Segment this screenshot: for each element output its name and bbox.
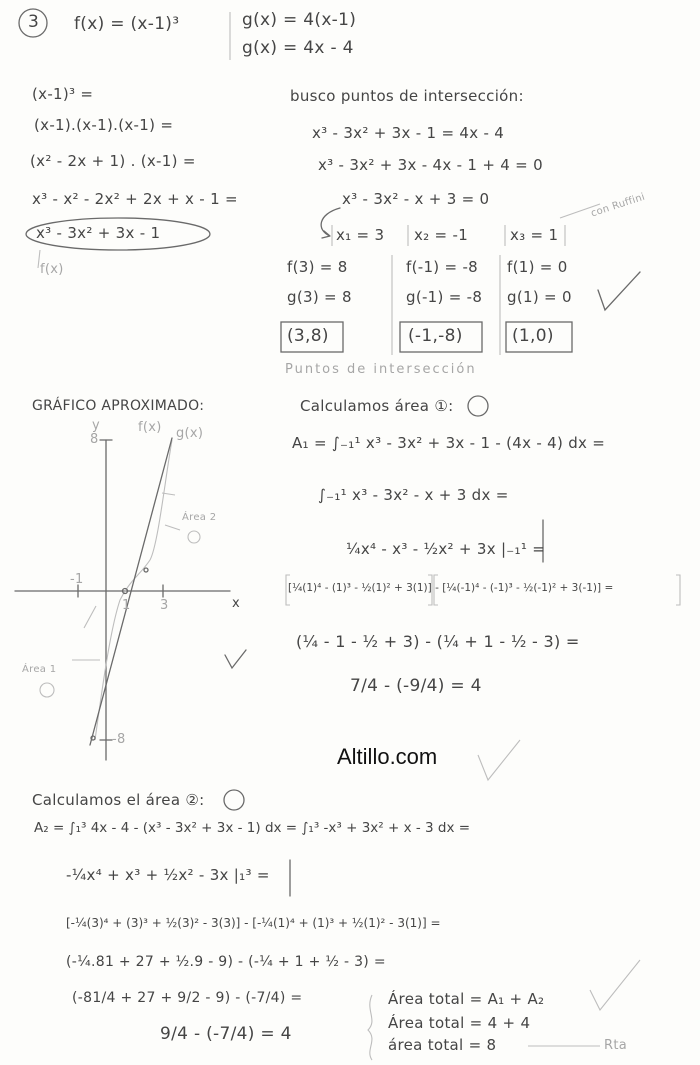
g-value: g(1) = 0	[507, 288, 572, 306]
expansion-line: (x-1).(x-1).(x-1) =	[34, 116, 174, 134]
area1-line: ¼x⁴ - x³ - ½x² + 3x |₋₁¹ =	[346, 540, 546, 558]
intersection-equation: x³ - 3x² + 3x - 4x - 1 + 4 = 0	[318, 156, 543, 174]
tick-label-3: 3	[160, 598, 169, 613]
answer-label: Rta	[604, 1038, 627, 1053]
tick-label-neg8: -8	[112, 732, 126, 747]
total-line: Área total = A₁ + A₂	[388, 990, 545, 1008]
area2-line: [-¼(3)⁴ + (3)³ + ½(3)² - 3(3)] - [-¼(1)⁴ + (1)³ + ½(1)² - 3(1)] =	[66, 916, 441, 930]
area2-line: -¼x⁴ + x³ + ½x² - 3x |₁³ =	[66, 866, 270, 884]
area1-line: [¼(1)⁴ - (1)³ - ½(1)² + 3(1)] - [¼(-1)⁴ - (-1)³ - ½(-1)² + 3(-1)] =	[288, 582, 614, 594]
area1-line: ∫₋₁¹ x³ - 3x² - x + 3 dx =	[318, 486, 509, 504]
expansion-line: (x² - 2x + 1) . (x-1) =	[30, 152, 196, 170]
f-value: f(1) = 0	[507, 258, 568, 276]
area1-result: 7/4 - (-9/4) = 4	[350, 676, 482, 696]
expansion-line: (x-1)³ =	[32, 85, 94, 103]
f-definition: f(x) = (x-1)³	[74, 14, 180, 34]
x-axis-label: x	[232, 596, 240, 611]
intersection-equation: x³ - 3x² + 3x - 1 = 4x - 4	[312, 124, 505, 142]
intersection-point: (3,8)	[287, 326, 329, 346]
area1-line: (¼ - 1 - ½ + 3) - (¼ + 1 - ½ - 3) =	[296, 632, 580, 651]
tick-label-1: 1	[122, 598, 131, 613]
checkmark-area1	[478, 740, 520, 780]
curve-label-g: g(x)	[176, 426, 204, 441]
checkmark-graph	[225, 650, 246, 668]
intersection-equation: x³ - 3x² - x + 3 = 0	[342, 190, 490, 208]
area1-line: A₁ = ∫₋₁¹ x³ - 3x² + 3x - 1 - (4x - 4) dx =	[292, 434, 606, 452]
points-label: Puntos de intersección	[285, 362, 477, 377]
tick-label-8: 8	[90, 432, 99, 447]
g-value: g(-1) = -8	[406, 288, 483, 306]
expansion-label: f(x)	[40, 262, 64, 277]
total-line: Área total = 4 + 4	[388, 1014, 531, 1032]
ruffini-note: con Ruffini	[589, 191, 647, 220]
curve-label-f: f(x)	[138, 420, 162, 435]
checkmark-area2	[590, 960, 640, 1010]
g-value: g(3) = 8	[287, 288, 352, 306]
root: x₂ = -1	[414, 226, 469, 244]
intersection-heading: busco puntos de intersección:	[290, 87, 524, 105]
area2-heading: Calculamos el área ②:	[32, 791, 205, 809]
root: x₃ = 1	[510, 226, 559, 244]
expansion-result: x³ - 3x² + 3x - 1	[36, 224, 161, 242]
checkmark-intersection	[598, 272, 640, 310]
problem-number: 3	[28, 12, 40, 32]
y-axis-label: y	[92, 418, 100, 433]
g-definition: g(x) = 4(x-1)	[242, 10, 357, 30]
intersection-point: (1,0)	[512, 326, 554, 346]
expansion-line: x³ - x² - 2x² + 2x + x - 1 =	[32, 190, 238, 208]
area-label-1: Área 1	[22, 664, 57, 675]
graph-title: GRÁFICO APROXIMADO:	[32, 398, 205, 414]
area2-result: 9/4 - (-7/4) = 4	[160, 1024, 292, 1044]
g-expanded: g(x) = 4x - 4	[242, 38, 354, 58]
area-label-2: Área 2	[182, 512, 217, 523]
area2-line: (-¼.81 + 27 + ½.9 - 9) - (-¼ + 1 + ½ - 3) =	[66, 954, 386, 970]
area1-heading: Calculamos área ①:	[300, 397, 454, 415]
f-value: f(3) = 8	[287, 258, 348, 276]
area2-line: A₂ = ∫₁³ 4x - 4 - (x³ - 3x² + 3x - 1) dx = ∫₁³ -x³ + 3x² + x - 3 dx =	[34, 820, 471, 836]
tick-label-neg1: -1	[70, 572, 84, 587]
watermark: Altillo.com	[337, 744, 438, 769]
f-value: f(-1) = -8	[406, 258, 479, 276]
intersection-point: (-1,-8)	[408, 326, 463, 346]
area2-line: (-81/4 + 27 + 9/2 - 9) - (-7/4) =	[72, 990, 303, 1006]
total-line: área total = 8	[388, 1036, 497, 1054]
root: x₁ = 3	[336, 226, 385, 244]
